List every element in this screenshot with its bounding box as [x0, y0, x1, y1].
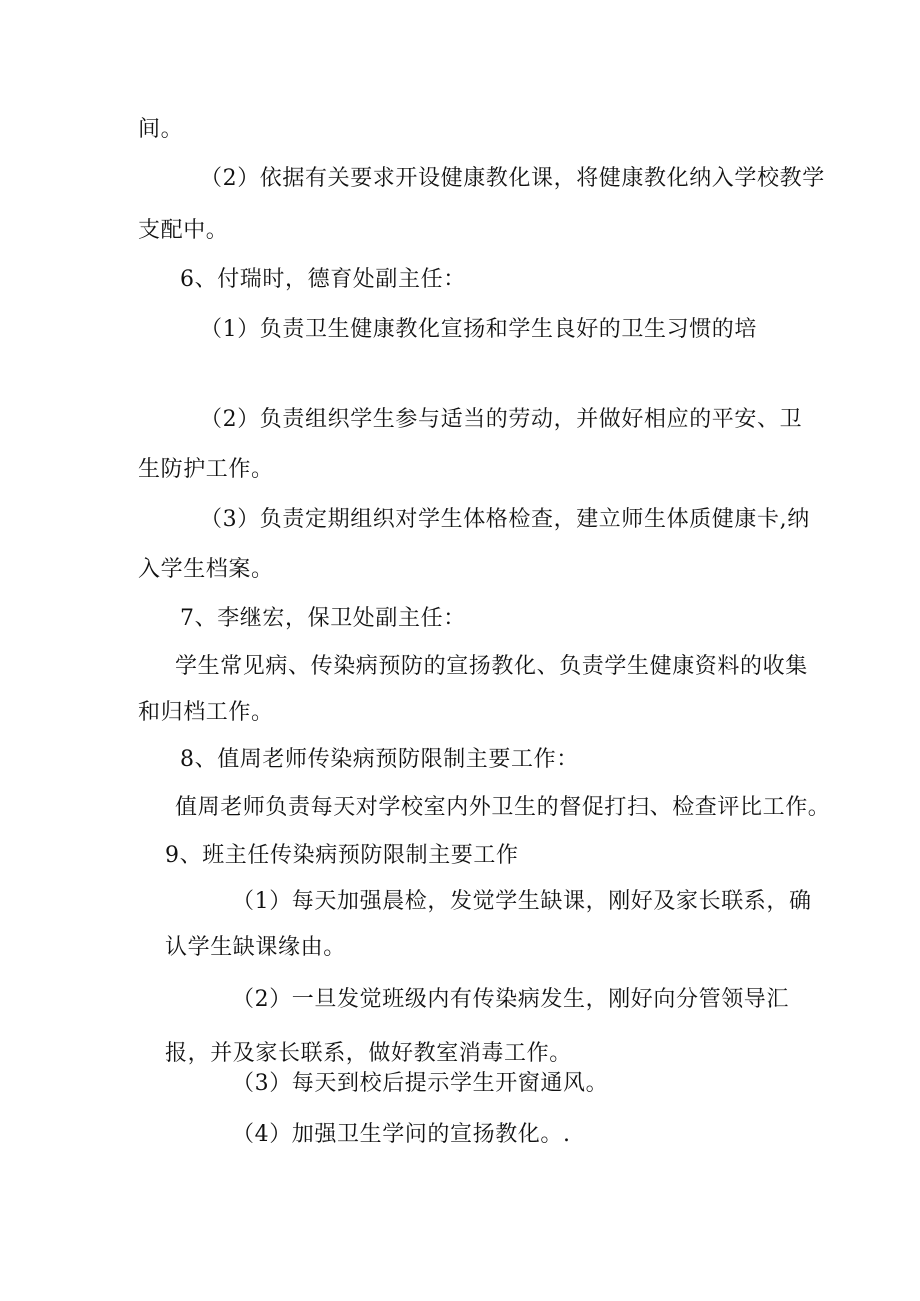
paragraph-line: 和归档工作。: [138, 700, 274, 725]
section-heading: 6、付瑞时，德育处副主任：: [180, 267, 466, 292]
paragraph-line: （1）每天加强晨检，发觉学生缺课，刚好及家长联系，确: [232, 889, 812, 914]
section-heading: 7、李继宏，保卫处副主任：: [180, 606, 466, 631]
paragraph-line: 支配中。: [138, 218, 229, 243]
paragraph-line: 报，并及家长联系，做好教室消毒工作。: [165, 1041, 572, 1066]
paragraph-line: （2）负责组织学生参与适当的劳动，并做好相应的平安、卫: [200, 407, 803, 432]
paragraph-line: （2）一旦发觉班级内有传染病发生，刚好向分管领导汇: [232, 987, 789, 1012]
paragraph-line: 间。: [138, 117, 184, 142]
section-heading: 9、班主任传染病预防限制主要工作: [165, 843, 519, 868]
paragraph-line: （2）依据有关要求开设健康教化课，将健康教化纳入学校教学: [200, 166, 825, 191]
paragraph-line: （3）负责定期组织对学生体格检查，建立师生体质健康卡,纳: [200, 507, 810, 532]
paragraph-line: （4）加强卫生学问的宣扬教化。.: [232, 1122, 571, 1147]
paragraph-line: 入学生档案。: [138, 557, 274, 582]
paragraph-line: （1）负责卫生健康教化宣扬和学生良好的卫生习惯的培: [200, 317, 757, 342]
paragraph-line: 生防护工作。: [138, 457, 274, 482]
paragraph-line: 认学生缺课缘由。: [165, 935, 346, 960]
paragraph-line: 值周老师负责每天对学校室内外卫生的督促打扫、检查评比工作。: [175, 795, 831, 820]
section-heading: 8、值周老师传染病预防限制主要工作：: [180, 747, 579, 772]
paragraph-line: 学生常见病、传染病预防的宣扬教化、负责学生健康资料的收集: [175, 654, 808, 679]
paragraph-line: （3）每天到校后提示学生开窗通风。: [232, 1071, 609, 1096]
